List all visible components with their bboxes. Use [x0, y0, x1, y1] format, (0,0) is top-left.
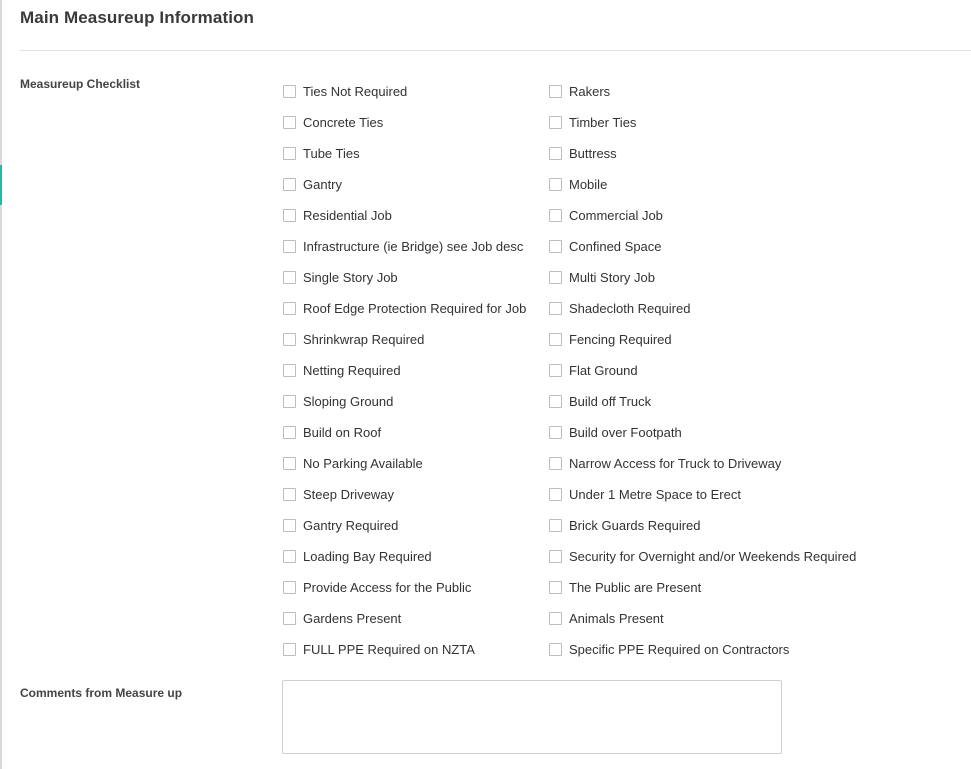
checklist-item-build-on-roof[interactable]: [283, 423, 549, 441]
checklist-item-gardens-present[interactable]: [283, 609, 549, 627]
checkbox-label: Commercial Job: [569, 207, 663, 223]
checklist-item-timber-ties[interactable]: [549, 113, 903, 131]
checklist-item-single-story-job[interactable]: [283, 268, 549, 286]
checkbox-label: Build over Footpath: [569, 424, 682, 440]
checkbox-label: Roof Edge Protection Required for Job: [303, 300, 527, 316]
checkbox[interactable]: [549, 209, 562, 222]
checklist-item-animals-present[interactable]: [549, 609, 903, 627]
checkbox-label: Steep Driveway: [303, 486, 395, 502]
checkbox[interactable]: [283, 612, 296, 625]
checkbox-label: Fencing Required: [569, 331, 672, 347]
checkbox-label: Buttress: [569, 145, 617, 161]
checkbox[interactable]: [283, 116, 296, 129]
checkbox[interactable]: [283, 240, 296, 253]
checklist-item-narrow-access-for-truck-to-driveway[interactable]: [549, 454, 903, 472]
checkbox-label: Gantry: [303, 176, 343, 192]
checkbox-label: Rakers: [569, 83, 611, 99]
checklist-item-ties-not-required[interactable]: [283, 82, 549, 100]
checkbox[interactable]: [283, 395, 296, 408]
checkbox-label: Multi Story Job: [569, 269, 655, 285]
checkbox-label: Mobile: [569, 176, 608, 192]
checkbox-label: Specific PPE Required on Contractors: [569, 641, 790, 657]
checkbox[interactable]: [283, 581, 296, 594]
checklist-item-shadecloth-required[interactable]: [549, 299, 903, 317]
checkbox[interactable]: [549, 240, 562, 253]
checkbox-label: Gantry Required: [303, 517, 399, 533]
active-section-indicator: [0, 165, 2, 205]
checklist-item-roof-edge-protection-required-for-job[interactable]: [283, 299, 549, 317]
checkbox[interactable]: [283, 457, 296, 470]
checkbox-label: Infrastructure (ie Bridge) see Job desc: [303, 238, 524, 254]
measureup-checklist: [283, 82, 903, 671]
checklist-item-netting-required[interactable]: [283, 361, 549, 379]
checkbox-label: Tube Ties: [303, 145, 360, 161]
checklist-item-shrinkwrap-required[interactable]: [283, 330, 549, 348]
checklist-item-loading-bay-required[interactable]: [283, 547, 549, 565]
checkbox-label: Animals Present: [569, 610, 664, 626]
checkbox-label: Flat Ground: [569, 362, 638, 378]
checklist-item-multi-story-job[interactable]: [549, 268, 903, 286]
checklist-item-build-over-footpath[interactable]: [549, 423, 903, 441]
checkbox[interactable]: [283, 519, 296, 532]
checkbox-label: The Public are Present: [569, 579, 702, 595]
checkbox[interactable]: [283, 271, 296, 284]
checkbox-label: Netting Required: [303, 362, 401, 378]
checkbox[interactable]: [283, 302, 296, 315]
checkbox-label: Narrow Access for Truck to Driveway: [569, 455, 782, 471]
checkbox-label: Shadecloth Required: [569, 300, 691, 316]
checklist-item-steep-driveway[interactable]: [283, 485, 549, 503]
checklist-item-mobile[interactable]: [549, 175, 903, 193]
checkbox[interactable]: [283, 333, 296, 346]
checkbox[interactable]: [549, 488, 562, 501]
checkbox[interactable]: [549, 147, 562, 160]
checkbox-label: Build off Truck: [569, 393, 652, 409]
checkbox-label: Ties Not Required: [303, 83, 408, 99]
checklist-item-confined-space[interactable]: [549, 237, 903, 255]
checklist-item-fencing-required[interactable]: [549, 330, 903, 348]
checklist-item-no-parking-available[interactable]: [283, 454, 549, 472]
checklist-label: Measureup Checklist: [20, 77, 141, 91]
checklist-item-under-1-metre-space-to-erect[interactable]: [549, 485, 903, 503]
checkbox-label: Concrete Ties: [303, 114, 384, 130]
checkbox[interactable]: [549, 395, 562, 408]
checkbox-label: Residential Job: [303, 207, 392, 223]
checklist-item-sloping-ground[interactable]: [283, 392, 549, 410]
checkbox[interactable]: [549, 271, 562, 284]
checkbox[interactable]: [549, 85, 562, 98]
checklist-item-the-public-are-present[interactable]: [549, 578, 903, 596]
checkbox[interactable]: [283, 488, 296, 501]
checkbox[interactable]: [549, 333, 562, 346]
checklist-item-full-ppe-required-on-nzta[interactable]: [283, 640, 549, 658]
checklist-item-gantry[interactable]: [283, 175, 549, 193]
checkbox[interactable]: [283, 550, 296, 563]
checkbox[interactable]: [549, 612, 562, 625]
checkbox-label: Single Story Job: [303, 269, 398, 285]
checkbox[interactable]: [283, 178, 296, 191]
checkbox[interactable]: [283, 85, 296, 98]
checklist-item-tube-ties[interactable]: [283, 144, 549, 162]
checkbox-label: Under 1 Metre Space to Erect: [569, 486, 741, 502]
comments-textarea[interactable]: [282, 680, 782, 754]
checklist-item-specific-ppe-required-on-contractors[interactable]: [549, 640, 903, 658]
checkbox-label: Loading Bay Required: [303, 548, 432, 564]
comments-label: Comments from Measure up: [20, 686, 183, 700]
checkbox-label: Brick Guards Required: [569, 517, 701, 533]
section-header: [20, 0, 971, 51]
checkbox[interactable]: [549, 519, 562, 532]
checklist-item-brick-guards-required[interactable]: [549, 516, 903, 534]
checklist-item-build-off-truck[interactable]: [549, 392, 903, 410]
checkbox[interactable]: [549, 457, 562, 470]
checkbox[interactable]: [283, 147, 296, 160]
checkbox-label: Shrinkwrap Required: [303, 331, 425, 347]
checklist-item-commercial-job[interactable]: [549, 206, 903, 224]
checkbox[interactable]: [283, 364, 296, 377]
page-title: Main Measureup Information: [20, 8, 255, 27]
checkbox[interactable]: [549, 550, 562, 563]
checkbox[interactable]: [549, 178, 562, 191]
checkbox-label: Confined Space: [569, 238, 662, 254]
checkbox[interactable]: [549, 426, 562, 439]
checkbox-label: No Parking Available: [303, 455, 423, 471]
checklist-item-flat-ground[interactable]: [549, 361, 903, 379]
checklist-item-provide-access-for-the-public[interactable]: [283, 578, 549, 596]
checklist-item-security-for-overnight-and-or-weekends-required[interactable]: [549, 547, 903, 565]
checklist-item-rakers[interactable]: [549, 82, 903, 100]
checkbox-label: Sloping Ground: [303, 393, 394, 409]
checkbox[interactable]: [549, 364, 562, 377]
checkbox-label: Security for Overnight and/or Weekends Required: [569, 548, 857, 564]
checkbox[interactable]: [549, 643, 562, 656]
checkbox[interactable]: [283, 426, 296, 439]
checklist-item-gantry-required[interactable]: [283, 516, 549, 534]
checklist-item-buttress[interactable]: [549, 144, 903, 162]
checklist-item-residential-job[interactable]: [283, 206, 549, 224]
checkbox[interactable]: [549, 116, 562, 129]
checkbox[interactable]: [549, 302, 562, 315]
checkbox-label: Timber Ties: [569, 114, 637, 130]
checkbox-label: FULL PPE Required on NZTA: [303, 641, 475, 657]
checkbox[interactable]: [283, 643, 296, 656]
checkbox[interactable]: [283, 209, 296, 222]
checklist-item-concrete-ties[interactable]: [283, 113, 549, 131]
checkbox-label: Gardens Present: [303, 610, 402, 626]
checklist-item-infrastructure-ie-bridge-see-job-desc[interactable]: [283, 237, 549, 255]
checkbox-label: Provide Access for the Public: [303, 579, 472, 595]
checkbox-label: Build on Roof: [303, 424, 382, 440]
checkbox[interactable]: [549, 581, 562, 594]
